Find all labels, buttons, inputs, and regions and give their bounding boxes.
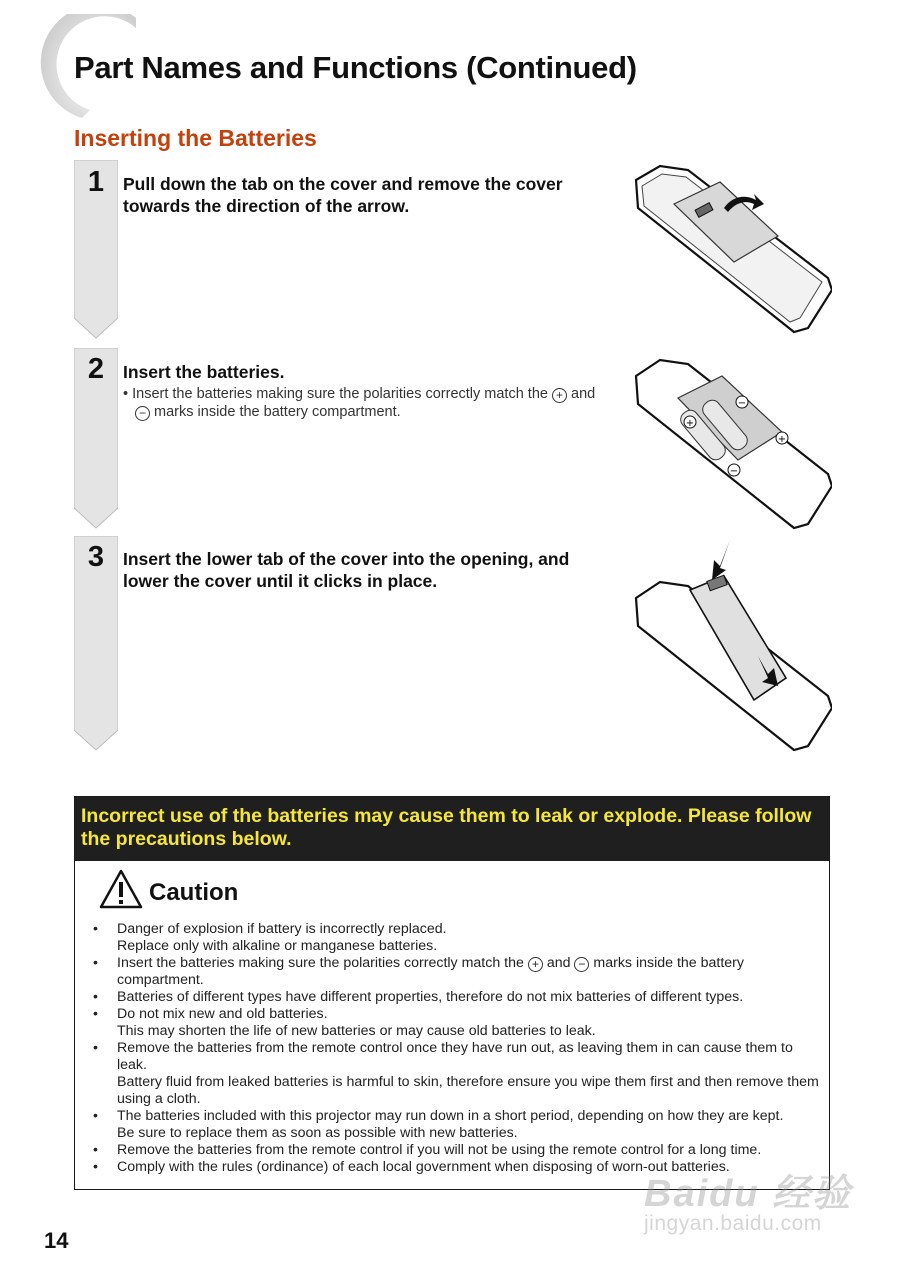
caution-item-line: Remove the batteries from the remote control once they have run out, as leaving them in can cause them to leak.	[117, 1040, 793, 1073]
step-2-text	[123, 361, 613, 421]
warning-header: Incorrect use of the batteries may cause them to leak or explode. Please follow the precautions below.	[75, 797, 829, 861]
watermark-logo-text: Baidu 经验	[644, 1173, 853, 1215]
warning-triangle-icon	[99, 869, 143, 909]
step-1-text	[123, 173, 613, 217]
svg-text:+: +	[777, 434, 787, 445]
svg-text:−: −	[729, 466, 739, 477]
caution-item-line: marks inside the battery compartment.	[117, 955, 745, 988]
caution-item-line: This may shorten the life of new batteries or may cause old batteries to leak.	[117, 1023, 596, 1039]
caution-item	[93, 989, 819, 1006]
plus-symbol: +	[528, 957, 543, 972]
baidu-watermark	[644, 1162, 854, 1242]
caution-item-line: Do not mix new and old batteries.	[117, 1006, 328, 1022]
caution-list	[93, 921, 819, 1176]
battery-warning-box	[74, 796, 830, 1190]
caution-item-line: Danger of explosion if battery is incorrectly replaced.	[117, 921, 447, 937]
step-1-number: 1	[87, 166, 105, 198]
step-2-bullet-post: marks inside the battery compartment.	[154, 404, 401, 420]
page-title: Part Names and Functions (Continued)	[74, 50, 637, 85]
caution-item-line: Comply with the rules (ordinance) of each local government when disposing of worn-out batteries.	[117, 1159, 730, 1175]
step-2-bullet: • Insert the batteries making sure the polarities correctly match the + and − marks inside the battery compartment.	[123, 386, 596, 420]
step-2-number: 2	[87, 353, 105, 385]
caution-label: Caution	[149, 879, 239, 906]
caution-item	[93, 1040, 819, 1108]
step-3-number: 3	[87, 541, 105, 573]
caution-item-line: Be sure to replace them as soon as possible with new batteries.	[117, 1125, 518, 1141]
caution-item	[93, 1006, 819, 1040]
watermark-url: jingyan.baidu.com	[644, 1212, 822, 1235]
remote-battery-insert-illustration	[628, 348, 832, 530]
caution-item	[93, 955, 819, 989]
svg-text:−: −	[737, 398, 747, 409]
caution-item-line: Batteries of different types have different properties, therefore do not mix batteries of different types.	[117, 989, 744, 1005]
caution-item	[93, 921, 819, 955]
caution-item-line: Battery fluid from leaked batteries is harmful to skin, therefore ensure you wipe them first and then remove them using a cloth.	[117, 1074, 819, 1107]
remote-cover-removal-illustration	[628, 160, 832, 340]
caution-item-line: The batteries included with this projector may run down in a short period, depending on how they are kept.	[117, 1108, 784, 1124]
plus-symbol: +	[552, 388, 567, 403]
step-2-bullet-pre: Insert the batteries making sure the polarities correctly match the	[132, 386, 548, 402]
svg-text:+: +	[685, 418, 695, 429]
step-3-heading: Insert the lower tab of the cover into the opening, and lower the cover until it clicks in place.	[123, 549, 570, 591]
caution-item	[93, 1108, 819, 1142]
page-number: 14	[44, 1228, 69, 1253]
caution-item	[93, 1142, 819, 1159]
step-2-heading: Insert the batteries.	[123, 362, 285, 382]
minus-symbol: −	[135, 406, 150, 421]
caution-item-line: and	[546, 955, 571, 971]
section-title: Inserting the Batteries	[74, 125, 317, 151]
step-1-heading: Pull down the tab on the cover and remove the cover towards the direction of the arrow.	[123, 174, 563, 216]
caution-item-line: Remove the batteries from the remote control if you will not be using the remote control for a long time.	[117, 1142, 762, 1158]
remote-cover-replace-illustration	[628, 536, 832, 752]
caution-item-line: Replace only with alkaline or manganese batteries.	[117, 938, 438, 954]
caution-item-line: Insert the batteries making sure the polarities correctly match the	[117, 955, 524, 971]
step-2-bullet-mid: and	[571, 386, 596, 402]
minus-symbol: −	[574, 957, 589, 972]
step-3-text	[123, 548, 613, 592]
